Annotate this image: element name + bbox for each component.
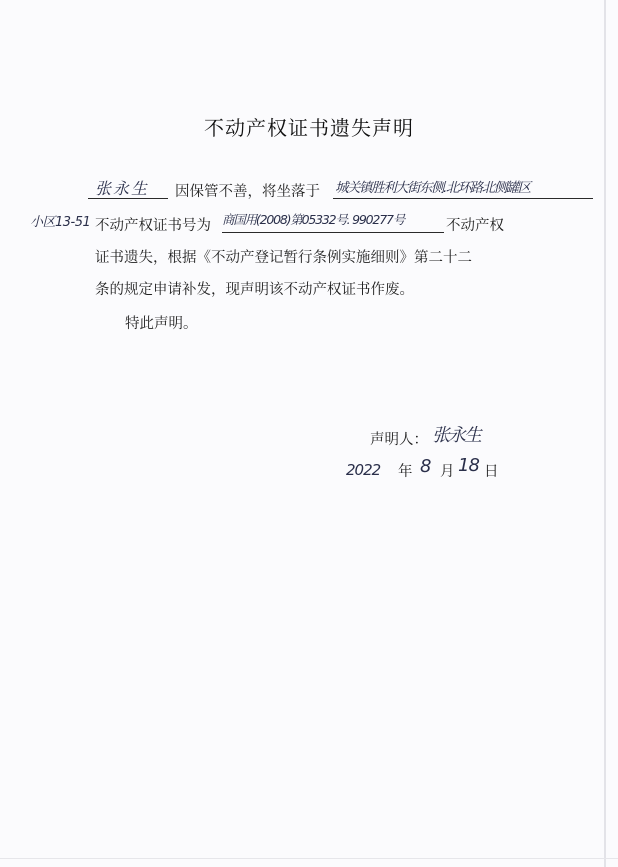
owner-name-handwritten: 张永生 [95, 179, 150, 198]
date-year-handwritten: 2022 [346, 461, 381, 479]
owner-name-underline [88, 198, 168, 199]
unit-number-handwritten: 小区13-51 [30, 215, 91, 230]
declarant-label: 声明人： [370, 432, 428, 448]
paragraph-line-1: 因保管不善，将坐落于 [175, 184, 320, 200]
paragraph-line-4: 条的规定申请补发，现声明该不动产权证书作废。 [95, 282, 414, 298]
paragraph-line-2: 不动产权证书号为 [95, 218, 211, 234]
certificate-number-underline [222, 232, 444, 233]
paragraph-line-2-tail: 不动产权 [446, 218, 504, 234]
date-day-suffix: 日 [484, 464, 499, 480]
certificate-number-handwritten: 商国用(2008)第05332号. 990277号 [222, 212, 404, 227]
date-day-handwritten: 18 [458, 455, 479, 476]
location-handwritten: 城关镇胜利大街东侧.北环路北侧罐区 [335, 180, 530, 196]
location-underline [333, 198, 593, 199]
date-month-suffix: 月 [440, 464, 455, 480]
paragraph-line-3: 证书遗失，根据《不动产登记暂行条例实施细则》第二十二 [95, 250, 472, 266]
page-bottom-edge [0, 858, 618, 859]
date-year-suffix: 年 [398, 464, 413, 480]
document-title: 不动产权证书遗失声明 [204, 116, 414, 140]
date-month-handwritten: 8 [420, 456, 432, 477]
closing-statement: 特此声明。 [125, 316, 198, 332]
declarant-signature: 张永生 [432, 425, 480, 446]
